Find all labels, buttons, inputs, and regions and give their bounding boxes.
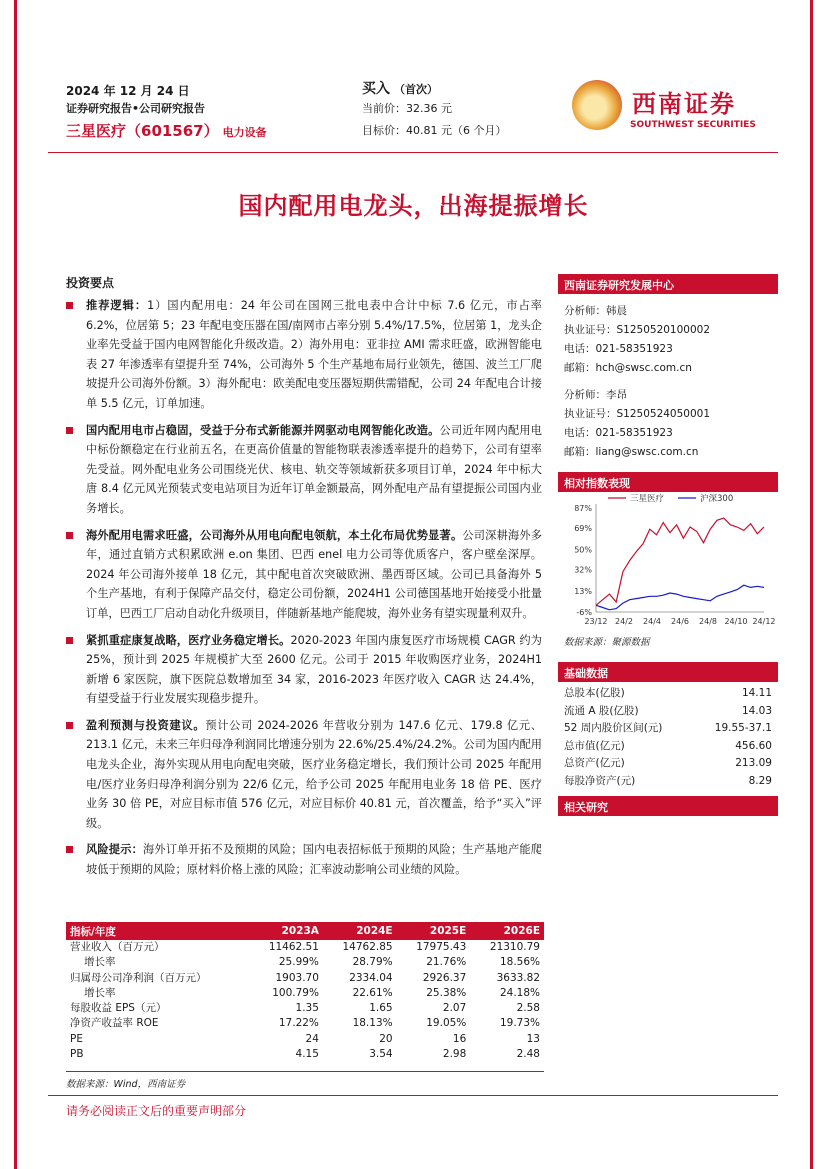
row-value: 18.56% xyxy=(499,956,540,969)
y-tick-label: 69% xyxy=(574,524,592,534)
table-header-cell: 2026E xyxy=(470,922,544,940)
analyst-phone: 电话：021-58351923 xyxy=(564,427,673,439)
paragraph-lead: 盈利预测与投资建议。 xyxy=(86,718,206,732)
investment-highlights xyxy=(66,296,542,887)
basic-data-key: 总市值(亿元) xyxy=(564,739,625,752)
analyst-card xyxy=(558,302,778,378)
paragraph-text: 海外订单开拓不及预期的风险；国内电表招标低于预期的风险；生产基地产能爬坡低于预期的风险；原材料价格上涨的风险；汇率波动影响公司业绩的风险。 xyxy=(86,843,542,877)
research-center-header: 西南证券研究发展中心 xyxy=(558,274,778,294)
x-tick-label: 24/10 xyxy=(724,617,748,626)
legend-label-1: 沪深300 xyxy=(700,494,734,504)
basic-data-row xyxy=(558,720,778,738)
x-tick-label: 24/2 xyxy=(615,617,633,626)
row-label: PE xyxy=(70,1032,83,1045)
row-value: 11462.51 xyxy=(268,941,319,953)
target-price: 目标价：40.81 元（6 个月） xyxy=(362,124,507,137)
logo-name: 西南证券 xyxy=(632,90,736,118)
y-tick-label: 50% xyxy=(574,545,592,555)
row-value: 2.07 xyxy=(442,1002,467,1015)
row-value: 3.54 xyxy=(369,1048,393,1061)
row-label: 营业收入（百万元） xyxy=(70,941,165,953)
paragraph-text: 2020-2023 年国内康复医疗市场规模 CAGR 约为 25%，预计到 2025 年规模扩大至 2600 亿元。公司于 2015 年收购医疗业务，2024H1 新增 6 家医院，旗下医院总数增加至 34 家，2016-2023 年医疗收入 CAGR 达 24.4%，有望受益于行业发展实现稳步提升。 xyxy=(86,633,542,706)
basic-data-value: 8.29 xyxy=(748,774,772,787)
x-tick-label: 24/8 xyxy=(699,617,717,626)
row-value: 2.98 xyxy=(442,1048,467,1061)
relative-index-header: 相对指数表现 xyxy=(558,472,778,492)
financial-table xyxy=(66,922,544,1062)
y-tick-label: 87% xyxy=(574,504,592,513)
highlight-paragraph xyxy=(66,296,542,414)
row-value: 1.35 xyxy=(295,1002,319,1015)
basic-data-row xyxy=(558,738,778,756)
row-value: 16 xyxy=(452,1032,467,1045)
row-value: 14762.85 xyxy=(342,941,393,953)
row-value: 3633.82 xyxy=(496,971,540,984)
report-title: 国内配用电龙头，出海提振增长 xyxy=(238,192,589,220)
relative-index-chart xyxy=(558,492,778,632)
row-value: 100.79% xyxy=(272,986,319,999)
basic-data-row xyxy=(558,703,778,721)
basic-data-row xyxy=(558,773,778,791)
related-research-header: 相关研究 xyxy=(558,796,778,816)
brand-logo xyxy=(572,80,772,140)
company-title: 三星医疗（601567） xyxy=(66,122,219,140)
table-row xyxy=(66,940,544,955)
basic-data-key: 每股净资产(元) xyxy=(564,774,636,787)
analyst-email[interactable]: 邮箱：hch@swsc.com.cn xyxy=(564,362,692,374)
left-border-line xyxy=(14,0,17,1169)
table-header-cell: 2023A xyxy=(249,922,323,940)
report-date: 2024 年 12 月 24 日 xyxy=(66,84,190,98)
row-value: 2926.37 xyxy=(422,971,467,984)
highlight-paragraph xyxy=(66,716,542,834)
row-value: 25.99% xyxy=(278,956,319,969)
paragraph-text: 公司深耕海外多年，通过直销方式积累欧洲 e.on 集团、巴西 enel 电力公司等优质客户，客户壁垒深厚。2024 年公司海外接单 18 亿元，其中配电首次突破欧洲、墨西哥区域。公司已具备海外 5 个生产基地，有利于保障产品交付，稳定公司份额，2024H1 公司德国基地开始接受小批量订单，巴西工厂启动自动化升级项目，伴随新基地产能爬坡，海外业务有望实现量利双升。 xyxy=(86,528,542,620)
row-label: 归属母公司净利润（百万元） xyxy=(70,971,207,984)
row-value: 21310.79 xyxy=(489,941,540,953)
rating-note: （首次） xyxy=(394,83,438,96)
legend-label-0: 三星医疗 xyxy=(630,494,665,504)
basic-data-key: 52 周内股价区间(元) xyxy=(564,722,663,734)
row-value: 17975.43 xyxy=(416,941,467,953)
sidebar xyxy=(558,274,778,816)
analyst-name: 分析师：韩晨 xyxy=(564,305,627,317)
analyst-card xyxy=(558,386,778,462)
table-source: 数据来源：Wind，西南证券 xyxy=(66,1079,186,1090)
chart-source: 数据来源：聚源数据 xyxy=(564,637,650,648)
table-header-cell: 2025E xyxy=(397,922,471,940)
basic-data-value: 14.11 xyxy=(741,687,772,699)
row-value: 20 xyxy=(379,1032,393,1045)
right-border-line xyxy=(810,0,813,1169)
paragraph-text: 预计公司 2024-2026 年营收分别为 147.6 亿元、179.8 亿元、213.1 亿元，未来三年归母净利润同比增速分别为 22.6%/25.4%/24.2%。公司为国内配用电龙头企业，海外实现从用电向配电突破，医疗业务稳定增长，我们预计公司 2025 年配用电/医疗业务归母净利润分别为 22/6 亿元，给予公司 2025 年配用电业务 18 倍 PE、医疗业务 30 倍 PE，对应目标市值 576 亿元，对应目标价 40.81 元，首次覆盖，给予“买入”评级。 xyxy=(86,718,542,830)
basic-data-value: 213.09 xyxy=(735,757,772,769)
row-value: 4.15 xyxy=(295,1048,319,1061)
analyst-license: 执业证号：S1250524050001 xyxy=(564,408,711,420)
analyst-license: 执业证号：S1250520100002 xyxy=(564,324,711,336)
basic-data-value: 19.55-37.1 xyxy=(714,722,772,734)
footer-divider xyxy=(48,1095,778,1096)
row-value: 1.65 xyxy=(369,1002,393,1015)
basic-data-key: 总股本(亿股) xyxy=(564,687,625,699)
row-value: 1903.70 xyxy=(275,971,319,984)
row-value: 28.79% xyxy=(352,956,393,969)
row-value: 24 xyxy=(305,1032,319,1045)
row-value: 25.38% xyxy=(426,986,467,999)
x-tick-label: 24/4 xyxy=(643,617,661,626)
table-row xyxy=(66,1047,544,1062)
paragraph-text: 1）国内配用电：24 年公司在国网三批电表中合计中标 7.6 亿元，市占率 6.2%，位居第 5；23 年配电变压器在国/南网市占率分别 5.4%/17.5%，位居第 1，龙头企业率先受益于国内电网智能化升级改造。2）海外用电：亚非拉 AMI 需求旺盛，欧洲智能电表 27 年渗透率有望提升至 74%，公司海外 5 个生产基地布局行业领先，德国、波兰工厂爬坡提升公司海外份额。3）海外配电：欧美配电变压器短期供需错配，公司 24 年配电合计接单 5.5 亿元，订单加速。 xyxy=(86,299,542,410)
chart-svg xyxy=(558,492,778,632)
x-tick-label: 24/12 xyxy=(752,617,776,626)
basic-data-key: 总资产(亿元) xyxy=(564,757,625,769)
basic-data-row xyxy=(558,685,778,703)
table-row xyxy=(66,955,544,970)
y-tick-label: 32% xyxy=(574,565,592,575)
x-tick-label: 24/6 xyxy=(671,617,689,626)
analyst-phone: 电话：021-58351923 xyxy=(564,343,673,355)
paragraph-lead: 国内配用电市占稳固，受益于分布式新能源并网驱动电网智能化改造。 xyxy=(86,423,440,437)
row-value: 19.05% xyxy=(426,1017,467,1030)
row-value: 2.58 xyxy=(516,1002,540,1015)
row-label: 每股收益 EPS（元） xyxy=(70,1002,167,1015)
paragraph-lead: 推荐逻辑： xyxy=(86,299,148,312)
table-row xyxy=(66,1001,544,1016)
footer-disclaimer: 请务必阅读正文后的重要声明部分 xyxy=(66,1104,247,1118)
table-header-cell: 2024E xyxy=(323,922,397,940)
header-divider xyxy=(48,152,778,153)
paragraph-lead: 紧抓重症康复战略，医疗业务稳定增长。 xyxy=(86,633,291,647)
row-value: 2334.04 xyxy=(349,971,393,984)
paragraph-lead: 风险提示： xyxy=(86,843,144,857)
row-label: PB xyxy=(70,1048,84,1061)
analyst-list xyxy=(558,302,778,462)
highlight-paragraph xyxy=(66,421,542,519)
table-header-row xyxy=(66,922,544,940)
table-row xyxy=(66,1016,544,1031)
row-value: 18.13% xyxy=(352,1017,393,1030)
basic-data-value: 456.60 xyxy=(735,739,772,752)
logo-emblem-icon xyxy=(572,80,622,130)
highlight-paragraph xyxy=(66,840,542,879)
row-label: 增长率 xyxy=(84,986,116,999)
rating xyxy=(362,78,438,98)
row-value: 22.61% xyxy=(352,986,393,999)
row-label: 增长率 xyxy=(84,956,116,969)
row-value: 17.22% xyxy=(278,1017,319,1030)
section-title: 投资要点 xyxy=(66,276,115,290)
company-name xyxy=(66,120,267,141)
highlight-paragraph xyxy=(66,526,542,624)
table-row xyxy=(66,971,544,986)
row-value: 2.48 xyxy=(516,1048,540,1061)
logo-english: SOUTHWEST SECURITIES xyxy=(630,120,756,130)
row-value: 19.73% xyxy=(499,1017,540,1030)
series-line-1 xyxy=(596,585,764,610)
basic-data-list xyxy=(558,685,778,790)
y-tick-label: -6% xyxy=(576,608,592,617)
highlight-paragraph xyxy=(66,631,542,709)
x-tick-label: 23/12 xyxy=(584,617,608,626)
paragraph-lead: 海外配用电需求旺盛，公司海外从用电向配电领航，本土化布局优势显著。 xyxy=(86,528,463,542)
table-header-cell: 指标/年度 xyxy=(66,922,249,940)
row-value: 13 xyxy=(526,1032,540,1045)
table-row xyxy=(66,986,544,1001)
series-line-0 xyxy=(596,518,764,605)
basic-data-key: 流通 A 股(亿股) xyxy=(564,704,639,717)
row-value: 24.18% xyxy=(499,986,540,999)
rating-value: 买入 xyxy=(362,81,390,97)
analyst-name: 分析师：李昂 xyxy=(564,389,627,401)
row-label: 净资产收益率 ROE xyxy=(70,1017,159,1030)
basic-data-value: 14.03 xyxy=(741,704,772,717)
paragraph-text: 公司近年网内配用电中标份额稳定在行业前五名，在更高价值量的智能物联表渗透率提升的趋势下，公司有望率先受益。网外配电业务公司围绕光伏、核电、轨交等领域新获多项目订单，2024 年中标大唐 8.4 亿元风光预装式变电站项目为近年订单金额最高，网外配电产品有望提振公司国内业务增长。 xyxy=(86,423,542,515)
analyst-email[interactable]: 邮箱：liang@swsc.com.cn xyxy=(564,446,699,458)
y-tick-label: 13% xyxy=(574,586,592,596)
basic-data-row xyxy=(558,755,778,773)
table-bottom-line xyxy=(66,1071,544,1072)
basic-data-header: 基础数据 xyxy=(558,662,778,682)
row-value: 21.76% xyxy=(426,956,467,969)
current-price: 当前价：32.36 元 xyxy=(362,102,452,115)
table-row xyxy=(66,1032,544,1047)
company-sector: 电力设备 xyxy=(222,126,267,139)
report-type: 证券研究报告•公司研究报告 xyxy=(66,102,206,115)
